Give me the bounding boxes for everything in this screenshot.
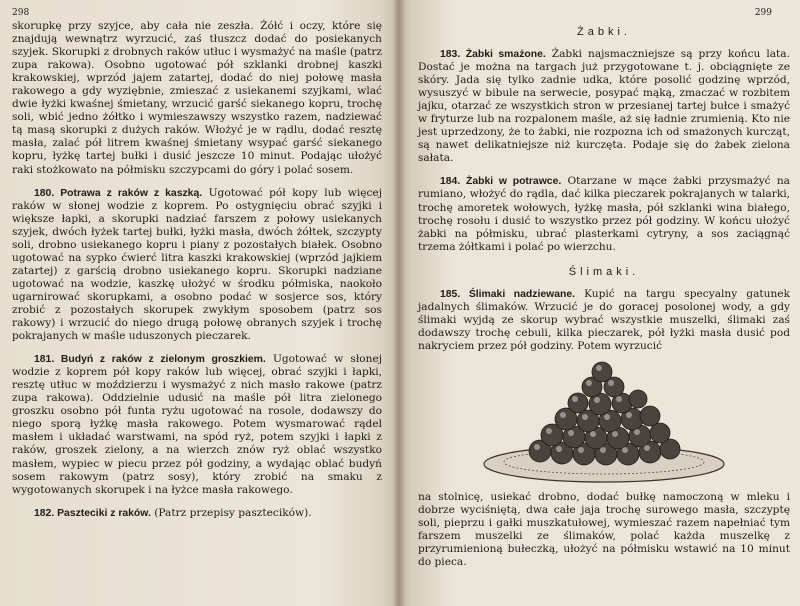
recipe-179-continuation: skorupkę przy szyjce, aby cała nie zeszła. Żółć i oczy, które się znajdują wewnątrz wyrzucić, zaś tłuszcz dodać do posiekanych szyjek. Skorupki z drobnych raków utłuc i wysmażyć na maśle (patrz zupa rakowa). Osobno ugotować pół szklanki drobnej kaszki krakowskiej, wprzód jajem zatartej, dodać do niej połowę masła rakowego a gdy wyziębnie, zmieszać z usiekanemi szyjkami, wlać dwie łyżki kwaśnej śmietany, wrzucić garść siekanego kopru, trochę soli, wbić jedno żółtko i wymieszawszy wszystko razem, nadziewać tą masą skorupki z dużych raków. Włożyć je w rądlu, dodać resztę masła, zalać pół litrem kwaśnej śmietany wsypać garść siekanego kopru, łyżkę tartej bułki i dusić jeszcze 10 minut. Podając ułożyć raki stożkowato na półmisku szczypcami do góry i polać sosem. [12,20,382,176]
page-number-right: 299 [754,8,772,18]
section-heading-zabki: Żabki. [577,26,631,38]
recipe-body: Ugotować w słonej wodzie z koprem pół kopy raków lub więcej, obrać szyjki i łapki, resztę utłuc w moździerzu i wysmażyć z nich masło rakowe (patrz zupa rakowa). Oddzielnie udusić na maśle pół litra zielonego groszku osobno pół funta ryżu ugotować na rosole, dodawszy do niego sporą łyżkę masła rakowego. Potem wysmarować rądel masłem i układać warstwami, na spód ryż, potem szyjki i łapki z raków, groszek zielony, a na wierzch znów ryż oblać wszystko masłem, wypiec w piecu przez pół godziny, a wydając oblać budyń sosem rakowym (patrz sosy), który zrobić na smaku z wygotowanych skorupek i na łyżce masła rakowego. [12,353,383,496]
recipe-title: 185. Ślimaki nadziewane. [440,288,576,300]
recipe-185-continuation [418,491,790,569]
recipe-body: Kupić na targu specyalny gatunek jadalnych ślimaków. Wrzucić je do goracej posolonej wody, a gdy ślimaki wyjdą ze skorup wybrać wszystkie muszelki, ślimaki zaś dodawszy trochę cebuli, kilka pieczarek, pół łyżki masła dusić pod nakryciem przez pół godziny. Potem wyrzucić [418,287,790,352]
recipe-182 [12,507,382,520]
right-page [396,0,800,606]
recipe-body: Żabki najsmaczniejsze są przy końcu lata. Dostać je można na targach już przygotowane t. j. obciągnięte ze skóry. Jada się tylko zadnie udka, które posolić godzinę wprzód, wysuszyć w bibule na serwecie, posypać mąką, zmaczać w rozbitem jajku, otarzać ze wszystkich stron w przesianej tartej bułce i smażyć w fryturze lub na rozpalonem maśle, aż się ładnie zrumienią. Kto nie jest uprzedzony, że to żabki, nie rozpozna ich od smażonych kurcząt, są nawet delikatniejsze niż kurczęta. Podaje się do żabek zielona sałata. [418,48,790,165]
recipe-183 [418,48,790,165]
recipe-title: 182. Paszteciki z raków. [34,507,151,519]
recipe-185 [418,288,790,353]
recipe-181 [12,353,382,497]
recipe-title: 181. Budyń z raków z zielonym groszkiem. [34,354,266,366]
snail-platter-icon [474,359,734,489]
recipe-body: Ugotować pół kopy lub więcej raków w słonej wodzie z koprem. Po ostygnięciu obrać szyjki i większe łapki, a skorupki nadziać farszem z połowy usiekanych szyjek, dwóch łyżek tartej bułki, łyżki masła, dwóch żółtek, szczypty soli, drobno usiekanego kopru i piany z pozostałych białek. Osobno ugotować na sypko ćwierć litra kaszki krakowskiej (wprzód jajkiem zatartej) z garścią drobno usiekanego kopru. Skorupki nadziane ugotować na wodzie, kaszkę ułożyć w środku półmiska, naokoło ugarnirować skorupkami, a osobno podać w sosjerce sos, który zrobić z pozostałych skorupek zwykłym sposobem (patrz sos rakowy) i wrzucić do niego drugą połowę obranych szyjek i trochę pokrajanych w maśle uduszonych pieczarek. [12,186,382,343]
recipe-body: (Patrz przepisy pasztecików). [154,506,312,519]
recipe-title: 183. Żabki smażone. [440,49,546,60]
recipe-184 [418,175,790,253]
section-heading-slimaki: Ślimaki. [568,265,640,278]
page-number-left: 298 [12,8,30,18]
recipe-180 [12,187,382,344]
left-page [0,0,396,606]
book-gutter [392,0,406,606]
recipe-title: 180. Potrawa z raków z kaszką. [34,187,203,199]
recipe-body: na stolnicę, usiekać drobno, dodać bułkę namoczoną w mleku i dobrze wyciśniętą, dwa całe jaja trochę surowego masła, szczyptę soli, pieprzu i gałki muszkatułowej, wymieszać razem napełniać tym farszem muszelki ze ślimaków, polać każda muszelkę z przyrumienioną bułeczką, ułożyć na półmisku wstawić na 10 minut do pieca. [418,490,790,569]
recipe-body: Otarzane w mące żabki przysmażyć na rumiano, włożyć do rądla, dać kilka pieczarek pokrajanych w talarki, trochę amoretek wołowych, łyżkę masła, pół szklanki wina białego, trochę rosołu i dusić to wszystko przez pół godziny. W końcu ułożyć żabki na półmisku, ubrać plasterkami cytryny, a sos zaciągnąć trzema żółtkami i polać po wierzchu. [418,175,790,253]
recipe-title: 184. Żabki w potrawce. [440,176,562,188]
snail-dish-illustration [418,359,790,489]
